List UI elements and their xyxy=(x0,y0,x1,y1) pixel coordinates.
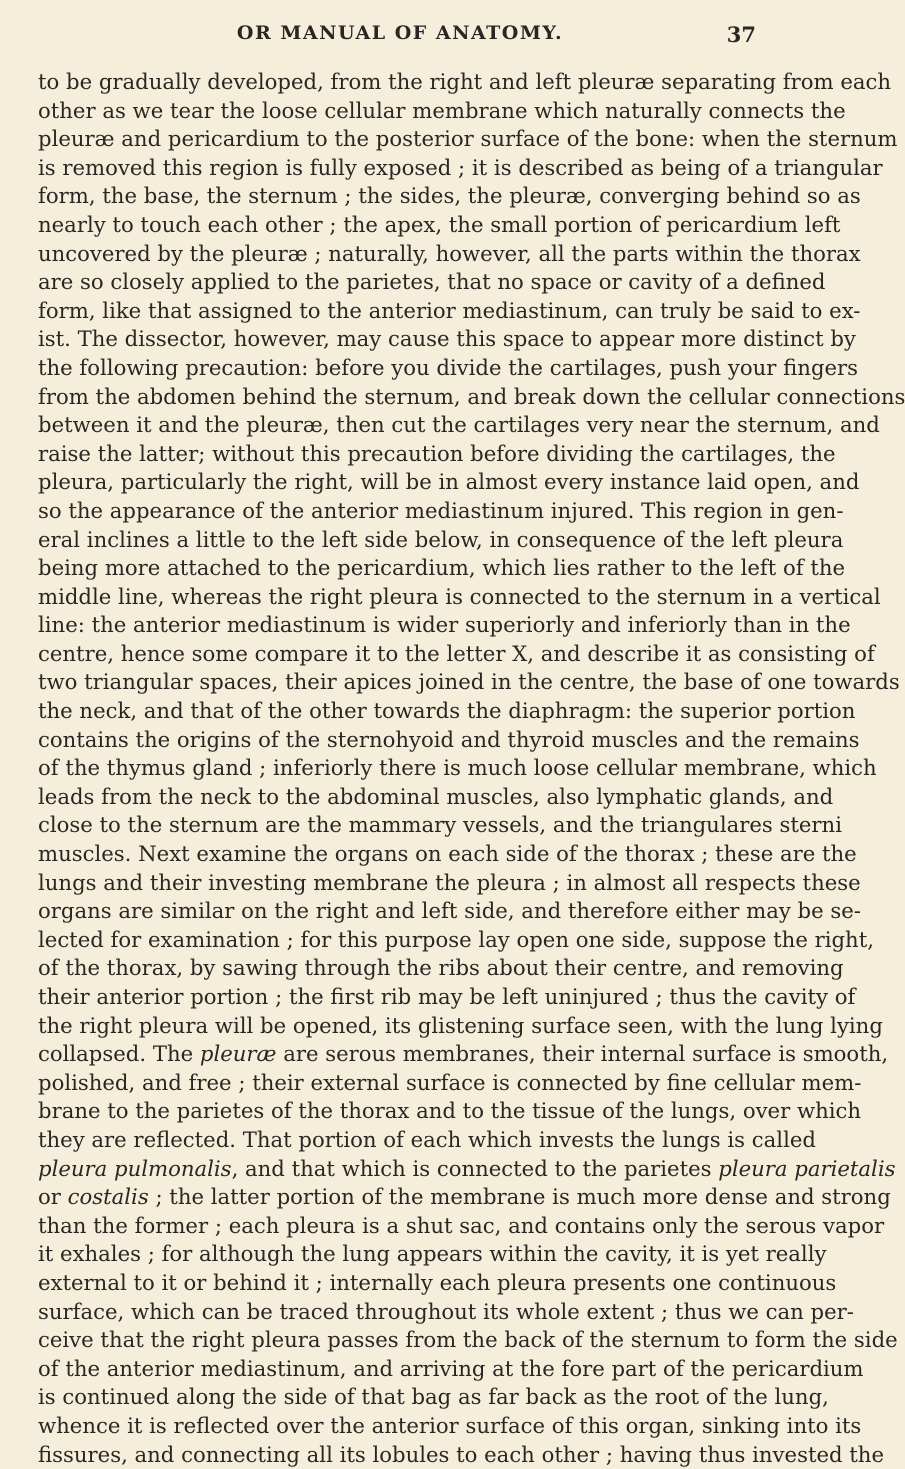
text-run: , and that which is connected to the parietes xyxy=(232,1156,719,1181)
text-run: to be gradually developed, from the right and left pleuræ separating from each xyxy=(38,69,891,94)
text-line xyxy=(38,182,768,211)
text-run: is removed this region is fully exposed ; it is described as being of a triangular xyxy=(38,155,883,180)
italic-text: costalis xyxy=(68,1184,149,1209)
text-line xyxy=(38,125,768,154)
text-run: their anterior portion ; the first rib may be left uninjured ; thus the cavity of xyxy=(38,984,855,1009)
text-run: muscles. Next examine the organs on each side of the thorax ; these are the xyxy=(38,841,857,866)
text-run: from the abdomen behind the sternum, and break down the cellular connections xyxy=(38,384,905,409)
text-line xyxy=(38,154,768,183)
text-run: surface, which can be traced throughout its whole extent ; thus we can per- xyxy=(38,1299,854,1324)
text-run: are serous membranes, their internal surface is smooth, xyxy=(276,1041,888,1066)
text-run: of the thorax, by sawing through the ribs about their centre, and removing xyxy=(38,955,844,980)
text-run: the neck, and that of the other towards the diaphragm: the superior portion xyxy=(38,698,855,723)
text-run: uncovered by the pleuræ ; naturally, however, all the parts within the thorax xyxy=(38,241,861,266)
text-run: than the former ; each pleura is a shut sac, and contains only the serous vapor xyxy=(38,1213,884,1238)
text-line xyxy=(38,411,768,440)
text-line xyxy=(38,1355,768,1384)
text-run: external to it or behind it ; internally each pleura presents one continuous xyxy=(38,1270,836,1295)
text-run: it exhales ; for although the lung appears within the cavity, it is yet really xyxy=(38,1241,826,1266)
text-line xyxy=(38,926,768,955)
text-line xyxy=(38,297,768,326)
text-run: of the thymus gland ; inferiorly there is much loose cellular membrane, which xyxy=(38,755,877,780)
text-line xyxy=(38,1183,768,1212)
text-run: the following precaution: before you divide the cartilages, push your fingers xyxy=(38,355,858,380)
text-line xyxy=(38,1212,768,1241)
text-run: close to the sternum are the mammary vessels, and the triangulares sterni xyxy=(38,812,842,837)
text-run: collapsed. The xyxy=(38,1041,200,1066)
text-run: ceive that the right pleura passes from the back of the sternum to form the side xyxy=(38,1327,898,1352)
text-line xyxy=(38,1269,768,1298)
text-line xyxy=(38,325,768,354)
text-line xyxy=(38,240,768,269)
text-line xyxy=(38,1097,768,1126)
page-number: 37 xyxy=(727,22,756,47)
text-line xyxy=(38,754,768,783)
text-line xyxy=(38,268,768,297)
text-line xyxy=(38,383,768,412)
text-line xyxy=(38,983,768,1012)
text-run: leads from the neck to the abdominal muscles, also lymphatic glands, and xyxy=(38,784,833,809)
text-run: ist. The dissector, however, may cause this space to appear more distinct by xyxy=(38,326,856,351)
text-run: polished, and free ; their external surface is connected by fine cellular mem- xyxy=(38,1070,861,1095)
text-line xyxy=(38,1383,768,1412)
text-run: lected for examination ; for this purpose lay open one side, suppose the right, xyxy=(38,927,874,952)
text-run: eral inclines a little to the left side below, in consequence of the left pleura xyxy=(38,527,843,552)
text-line xyxy=(38,840,768,869)
text-line xyxy=(38,726,768,755)
text-line xyxy=(38,611,768,640)
text-line xyxy=(38,1298,768,1327)
text-line xyxy=(38,1412,768,1441)
text-line xyxy=(38,68,768,97)
text-run: being more attached to the pericardium, which lies rather to the left of the xyxy=(38,555,845,580)
text-run: they are reflected. That portion of each which invests the lungs is called xyxy=(38,1127,816,1152)
text-line xyxy=(38,668,768,697)
text-run: between it and the pleuræ, then cut the cartilages very near the sternum, and xyxy=(38,412,880,437)
text-line xyxy=(38,468,768,497)
text-line xyxy=(38,554,768,583)
text-run: contains the origins of the sternohyoid and thyroid muscles and the remains xyxy=(38,727,860,752)
text-run: or xyxy=(38,1184,68,1209)
text-line xyxy=(38,1240,768,1269)
text-line xyxy=(38,97,768,126)
text-line xyxy=(38,583,768,612)
italic-text: pleuræ xyxy=(200,1041,277,1066)
body-text xyxy=(38,68,768,1469)
text-line xyxy=(38,1069,768,1098)
text-run: the right pleura will be opened, its glistening surface seen, with the lung lying xyxy=(38,1013,883,1038)
text-run: are so closely applied to the parietes, that no space or cavity of a defined xyxy=(38,269,825,294)
text-line xyxy=(38,811,768,840)
text-line xyxy=(38,211,768,240)
text-run: pleura, particularly the right, will be in almost every instance laid open, and xyxy=(38,469,859,494)
text-line xyxy=(38,526,768,555)
page-header xyxy=(0,22,800,62)
text-line xyxy=(38,897,768,926)
text-run: so the appearance of the anterior mediastinum injured. This region in gen- xyxy=(38,498,843,523)
text-line xyxy=(38,1326,768,1355)
text-run: pleuræ and pericardium to the posterior surface of the bone: when the sternum xyxy=(38,126,898,151)
text-line xyxy=(38,1012,768,1041)
text-run: of the anterior mediastinum, and arriving at the fore part of the pericardium xyxy=(38,1356,864,1381)
running-head: OR MANUAL OF ANATOMY. xyxy=(0,22,800,44)
text-line xyxy=(38,954,768,983)
text-line xyxy=(38,1155,768,1184)
text-line xyxy=(38,697,768,726)
text-line xyxy=(38,1040,768,1069)
text-run: form, like that assigned to the anterior mediastinum, can truly be said to ex- xyxy=(38,298,860,323)
text-line xyxy=(38,640,768,669)
text-run: line: the anterior mediastinum is wider superiorly and inferiorly than in the xyxy=(38,612,851,637)
text-line xyxy=(38,497,768,526)
text-line xyxy=(38,1441,768,1469)
italic-text: pleura parietalis xyxy=(718,1156,895,1181)
text-run: is continued along the side of that bag as far back as the root of the lung, xyxy=(38,1384,829,1409)
text-run: ; the latter portion of the membrane is much more dense and strong xyxy=(149,1184,891,1209)
text-line xyxy=(38,1126,768,1155)
text-line xyxy=(38,869,768,898)
text-run: lungs and their investing membrane the pleura ; in almost all respects these xyxy=(38,870,861,895)
text-run: nearly to touch each other ; the apex, the small portion of pericardium left xyxy=(38,212,840,237)
text-run: other as we tear the loose cellular membrane which naturally connects the xyxy=(38,98,846,123)
text-run: two triangular spaces, their apices joined in the centre, the base of one towards xyxy=(38,669,900,694)
text-run: raise the latter; without this precaution before dividing the cartilages, the xyxy=(38,441,836,466)
text-run: whence it is reflected over the anterior surface of this organ, sinking into its xyxy=(38,1413,861,1438)
text-run: centre, hence some compare it to the letter X, and describe it as consisting of xyxy=(38,641,875,666)
text-run: fissures, and connecting all its lobules to each other ; having thus invested the xyxy=(38,1442,884,1467)
italic-text: pleura pulmonalis xyxy=(38,1156,232,1181)
text-line xyxy=(38,783,768,812)
text-run: organs are similar on the right and left side, and therefore either may be se- xyxy=(38,898,861,923)
text-run: middle line, whereas the right pleura is connected to the sternum in a vertical xyxy=(38,584,881,609)
text-run: form, the base, the sternum ; the sides, the pleuræ, converging behind so as xyxy=(38,183,861,208)
text-line xyxy=(38,354,768,383)
text-line xyxy=(38,440,768,469)
text-run: brane to the parietes of the thorax and to the tissue of the lungs, over which xyxy=(38,1098,861,1123)
